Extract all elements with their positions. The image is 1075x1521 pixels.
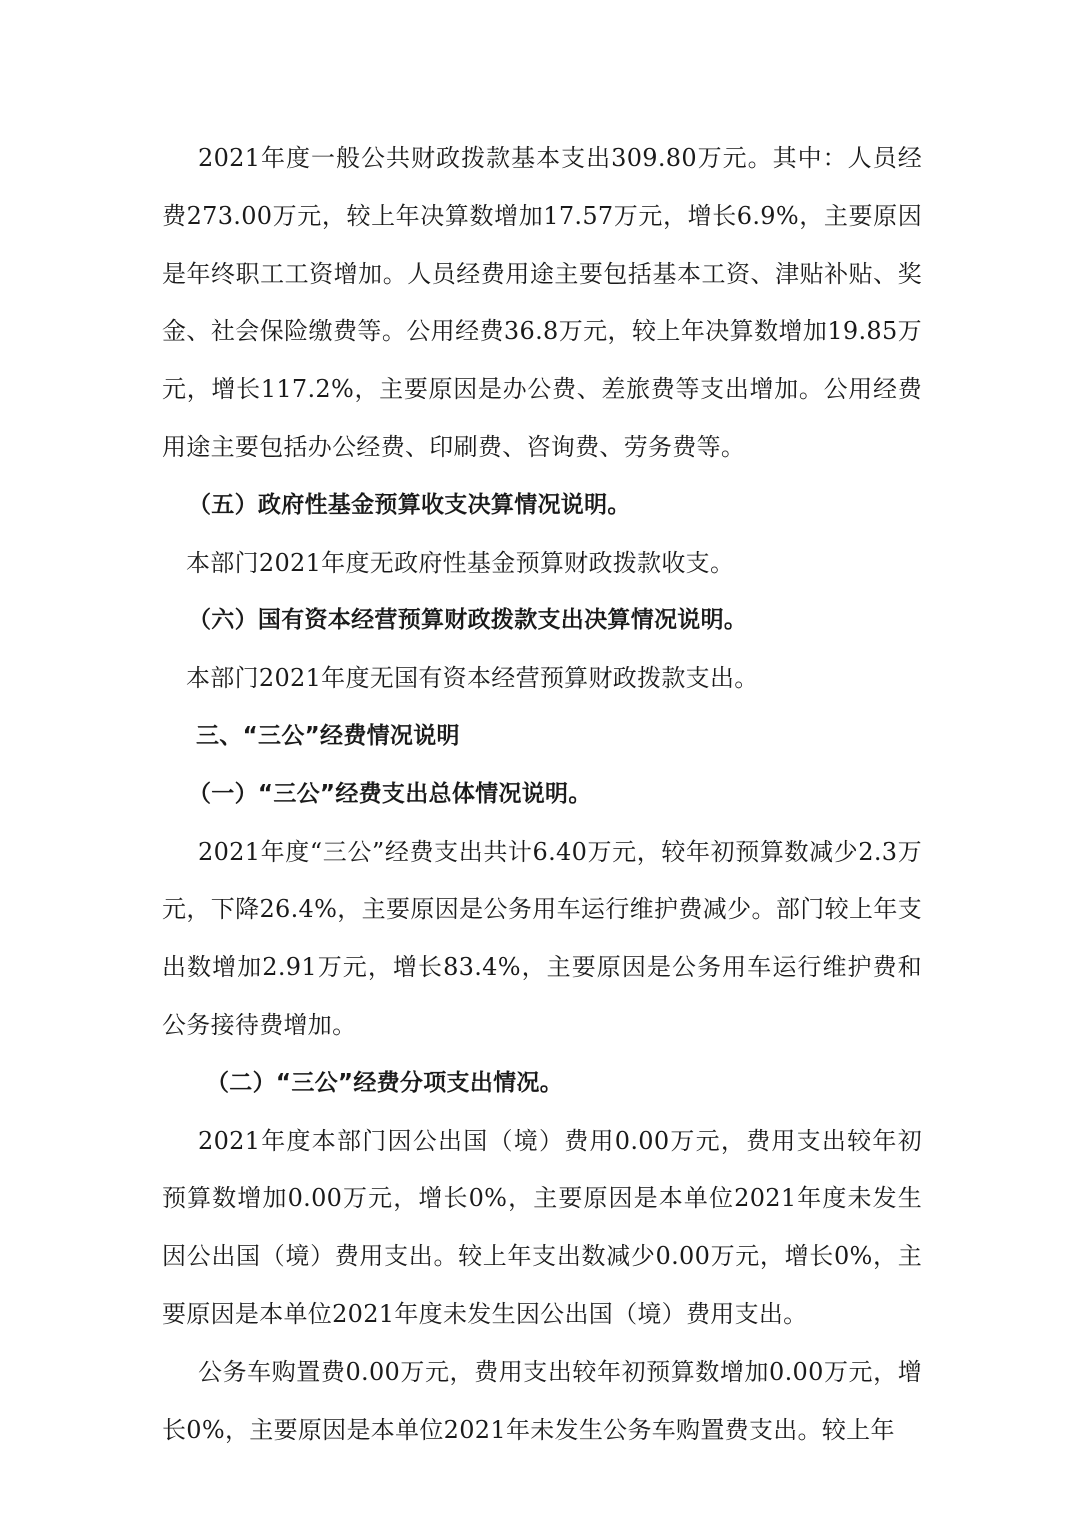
heading-itemized-expenses: （二）“三公”经费分项支出情况。 <box>206 1069 564 1096</box>
paragraph-government-fund: 本部门2021年度无政府性基金预算财政拨款收支。 <box>186 548 735 577</box>
document-page <box>162 130 922 1459</box>
paragraph-overseas-travel: 2021年度本部门因公出国（境）费用0.00万元，费用支出较年初预算数增加0.00万元，增长0%，主要原因是本单位2021年度未发生因公出国（境）费用支出。较上年支出数减少0.00万元，增长0%，主要原因是本单位2021年度未发生因公出国（境）费用支出。 <box>162 1126 922 1328</box>
paragraph-overall-expenses: 2021年度“三公”经费支出共计6.40万元，较年初预算数减少2.3万元，下降26.4%，主要原因是公务用车运行维护费减少。部门较上年支出数增加2.91万元，增长83.4%，主要原因是公务用车运行维护费和公务接待费增加。 <box>162 837 922 1039</box>
paragraph-state-capital: 本部门2021年度无国有资本经营预算财政拨款支出。 <box>186 664 759 693</box>
heading-government-fund: （五）政府性基金预算收支决算情况说明。 <box>188 491 631 518</box>
heading-three-public-expenses: 三、“三公”经费情况说明 <box>196 722 460 749</box>
heading-overall-expenses: （一）“三公”经费支出总体情况说明。 <box>188 780 592 807</box>
heading-state-capital: （六）国有资本经营预算财政拨款支出决算情况说明。 <box>188 607 748 634</box>
paragraph-vehicle-purchase: 公务车购置费0.00万元，费用支出较年初预算数增加0.00万元，增长0%，主要原因是本单位2021年未发生公务车购置费支出。较上年 <box>162 1357 922 1444</box>
paragraph-basic-expenditure: 2021年度一般公共财政拨款基本支出309.80万元。其中：人员经费273.00万元，较上年决算数增加17.57万元，增长6.9%，主要原因是年终职工工资增加。人员经费用途主要包括基本工资、津贴补贴、奖金、社会保险缴费等。公用经费36.8万元，较上年决算数增加19.85万元，增长117.2%，主要原因是办公费、差旅费等支出增加。公用经费用途主要包括办公经费、印刷费、咨询费、劳务费等。 <box>162 144 922 461</box>
